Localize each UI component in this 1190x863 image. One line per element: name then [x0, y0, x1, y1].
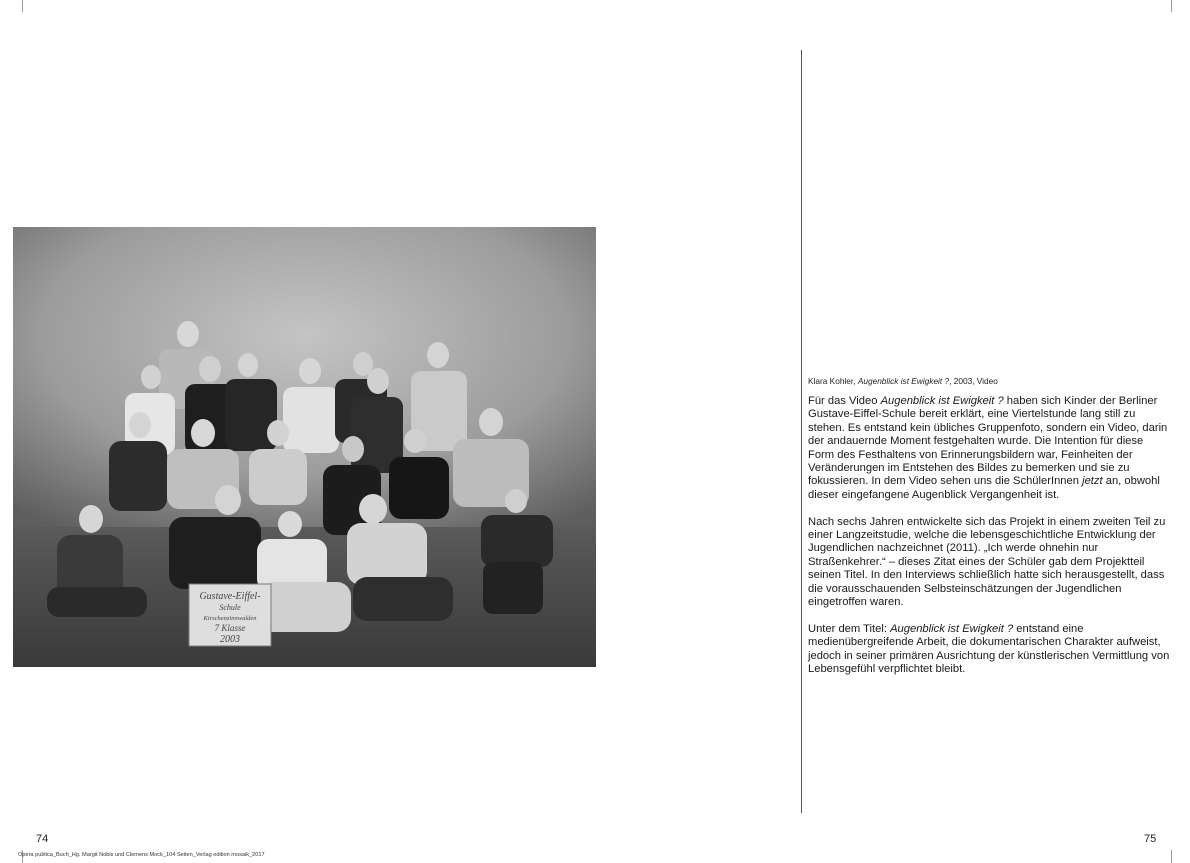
vertical-divider [801, 50, 802, 813]
paragraph-3 [808, 623, 1170, 677]
body-text [808, 395, 1170, 690]
paragraph-1-text-a: Für das Video [808, 395, 881, 407]
paragraph-1-emphasis: jetzt [1082, 475, 1103, 488]
paragraph-1-text-b: haben sich Kinder der Berliner Gustave-Eiffel-Schule bereit erklärt, eine Viertelstunde lang still zu stehen. Es entstand kein übliches Gruppenfoto, sondern ein Video, darin der andauernde Moment festgehalten wurde. Die Intention für diese Form des Festhaltens von Erinnerungsbildern war, Feinheiten der Veränderungen im Entstehen des Bildes zu bemerken und sie zu fokussieren. In dem Video sehen uns die SchülerInnen [808, 395, 1168, 488]
crop-mark-top-right [1171, 0, 1172, 12]
crop-mark-top-left [22, 0, 23, 12]
paragraph-3-title: Augenblick ist Ewigkeit ? [890, 622, 1014, 635]
sign-line-5: 2003 [220, 634, 240, 645]
sign-line-2: Schule [219, 603, 241, 612]
paragraph-2: Nach sechs Jahren entwickelte sich das Projekt in einem zweiten Teil zu einer Langzeitstudie, welche die lebensgeschichtliche Entwicklung der Jugendlichen nachzeichnet (2011). „Ich werde ohnehin nur Straßenkehrer.“ – dieses Zitat eines der Schüler gab dem Projektteil seinen Titel. In den Interviews schließlich hatte sich herausgestellt, dass die vorausschauenden Selbsteinschätzungen der Jugendlichen eingetroffen waren. [808, 515, 1166, 609]
caption-artist: Klara Kohler, [808, 376, 858, 386]
crop-mark-bottom-right [1171, 850, 1172, 863]
caption-details: , 2003, Video [949, 376, 998, 386]
class-photo [13, 227, 596, 667]
paragraph-1 [808, 395, 1170, 502]
class-photo-image [13, 227, 596, 667]
page-number-right: 75 [1144, 833, 1157, 845]
paragraph-1-title: Augenblick ist Ewigkeit ? [880, 395, 1004, 407]
paragraph-3-text-b: entstand eine medienübergreifende Arbeit, die dokumentarischen Charakter aufweist, jedoch in seiner primären Ausrichtung der künstlerischen Vermittlung von Lebensgefühl verpflichtet bleibt. [808, 622, 1170, 676]
sign-line-4: 7 Klasse [214, 623, 246, 633]
page-number-left: 74 [36, 833, 49, 845]
print-footer: Opera publica_Buch_Hg. Margit Nobis und Clemens Mock_104 Seiten_Verlag edition mosaik_2017 [18, 852, 265, 858]
class-sign [189, 584, 271, 646]
paragraph-1-text-c: an, obwohl dieser eingefangene Augenblick Vergangenheit ist. [808, 475, 1160, 501]
photo-caption [808, 375, 1168, 387]
sign-line-1: Gustave-Eiffel- [199, 591, 261, 602]
sign-line-3: Kirschenzinnwalden [203, 615, 257, 622]
paragraph-3-text-a: Unter dem Titel: [808, 622, 891, 635]
caption-title: Augenblick ist Ewigkeit ? [857, 376, 950, 386]
